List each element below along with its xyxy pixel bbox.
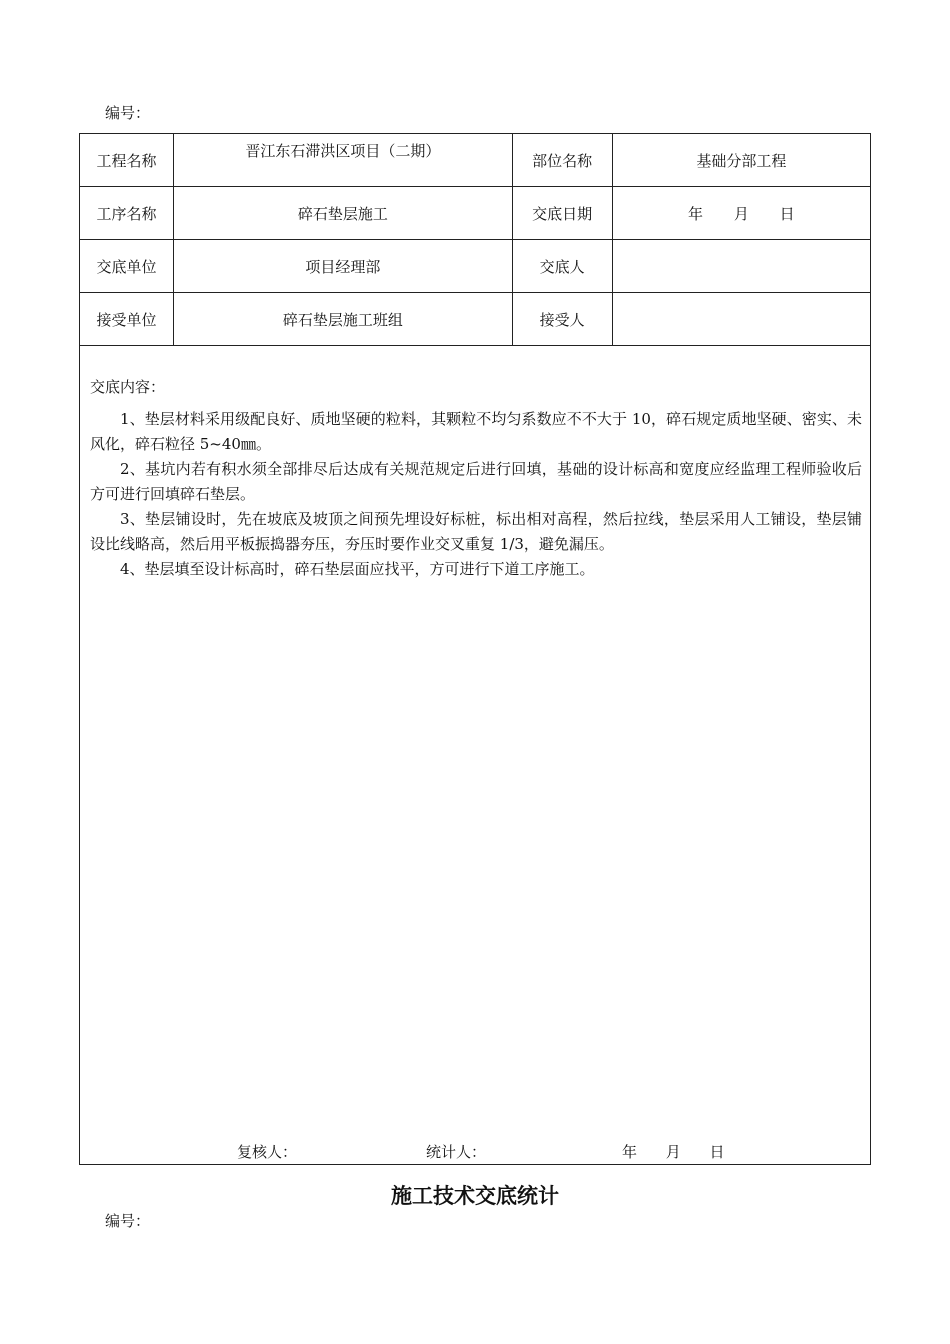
next-page-title: 施工技术交底统计 bbox=[391, 1184, 559, 1208]
footer-date: 年 月 日 bbox=[622, 1143, 725, 1161]
content-title: 交底内容： bbox=[90, 378, 166, 396]
disclosure-content-cell bbox=[80, 346, 871, 1165]
table-row bbox=[80, 293, 871, 346]
receiver-label: 接受人 bbox=[512, 293, 612, 346]
part-name-label: 部位名称 bbox=[512, 134, 612, 187]
content-row bbox=[80, 346, 871, 1165]
content-item: 3、垫层铺设时，先在坡底及坡顶之间预先埋设好标桩，标出相对高程，然后拉线，垫层采用人工铺设，垫层铺设比线略高，然后用平板振捣器夯压，夯压时要作业交叉重复 1/3，避免漏压。 bbox=[90, 510, 862, 553]
receiving-unit-label: 接受单位 bbox=[80, 293, 174, 346]
part-name-value: 基础分部工程 bbox=[612, 134, 870, 187]
discloser-label: 交底人 bbox=[512, 240, 612, 293]
content-item: 1、垫层材料采用级配良好、质地坚硬的粒料，其颗粒不均匀系数应不不大于 10，碎石规定质地坚硬、密实、未风化，碎石粒径 5~40㎜。 bbox=[90, 410, 862, 453]
disclosing-unit-value: 项目经理部 bbox=[174, 240, 512, 293]
content-item: 2、基坑内若有积水须全部排尽后达成有关规范规定后进行回填，基础的设计标高和宽度应经监理工程师验收后方可进行回填碎石垫层。 bbox=[90, 460, 862, 503]
disclosure-date-value: 年 月 日 bbox=[612, 187, 870, 240]
receiver-value bbox=[612, 293, 870, 346]
doc-number-label: 编号： bbox=[105, 104, 151, 122]
table-row bbox=[80, 240, 871, 293]
process-name-value: 碎石垫层施工 bbox=[174, 187, 512, 240]
discloser-value bbox=[612, 240, 870, 293]
table-row bbox=[80, 187, 871, 240]
statistician-label: 统计人： bbox=[426, 1143, 487, 1161]
next-doc-number-label: 编号： bbox=[105, 1212, 151, 1230]
table-row bbox=[80, 134, 871, 187]
reviewer-label: 复核人： bbox=[237, 1143, 298, 1161]
disclosure-date-label: 交底日期 bbox=[512, 187, 612, 240]
disclosing-unit-label: 交底单位 bbox=[80, 240, 174, 293]
project-name-label: 工程名称 bbox=[80, 134, 174, 187]
receiving-unit-value: 碎石垫层施工班组 bbox=[174, 293, 512, 346]
disclosure-form-table bbox=[79, 133, 871, 1165]
content-item: 4、垫层填至设计标高时，碎石垫层面应找平，方可进行下道工序施工。 bbox=[120, 560, 595, 578]
project-name-value: 晋江东石滞洪区项目（二期） bbox=[174, 134, 512, 187]
process-name-label: 工序名称 bbox=[80, 187, 174, 240]
